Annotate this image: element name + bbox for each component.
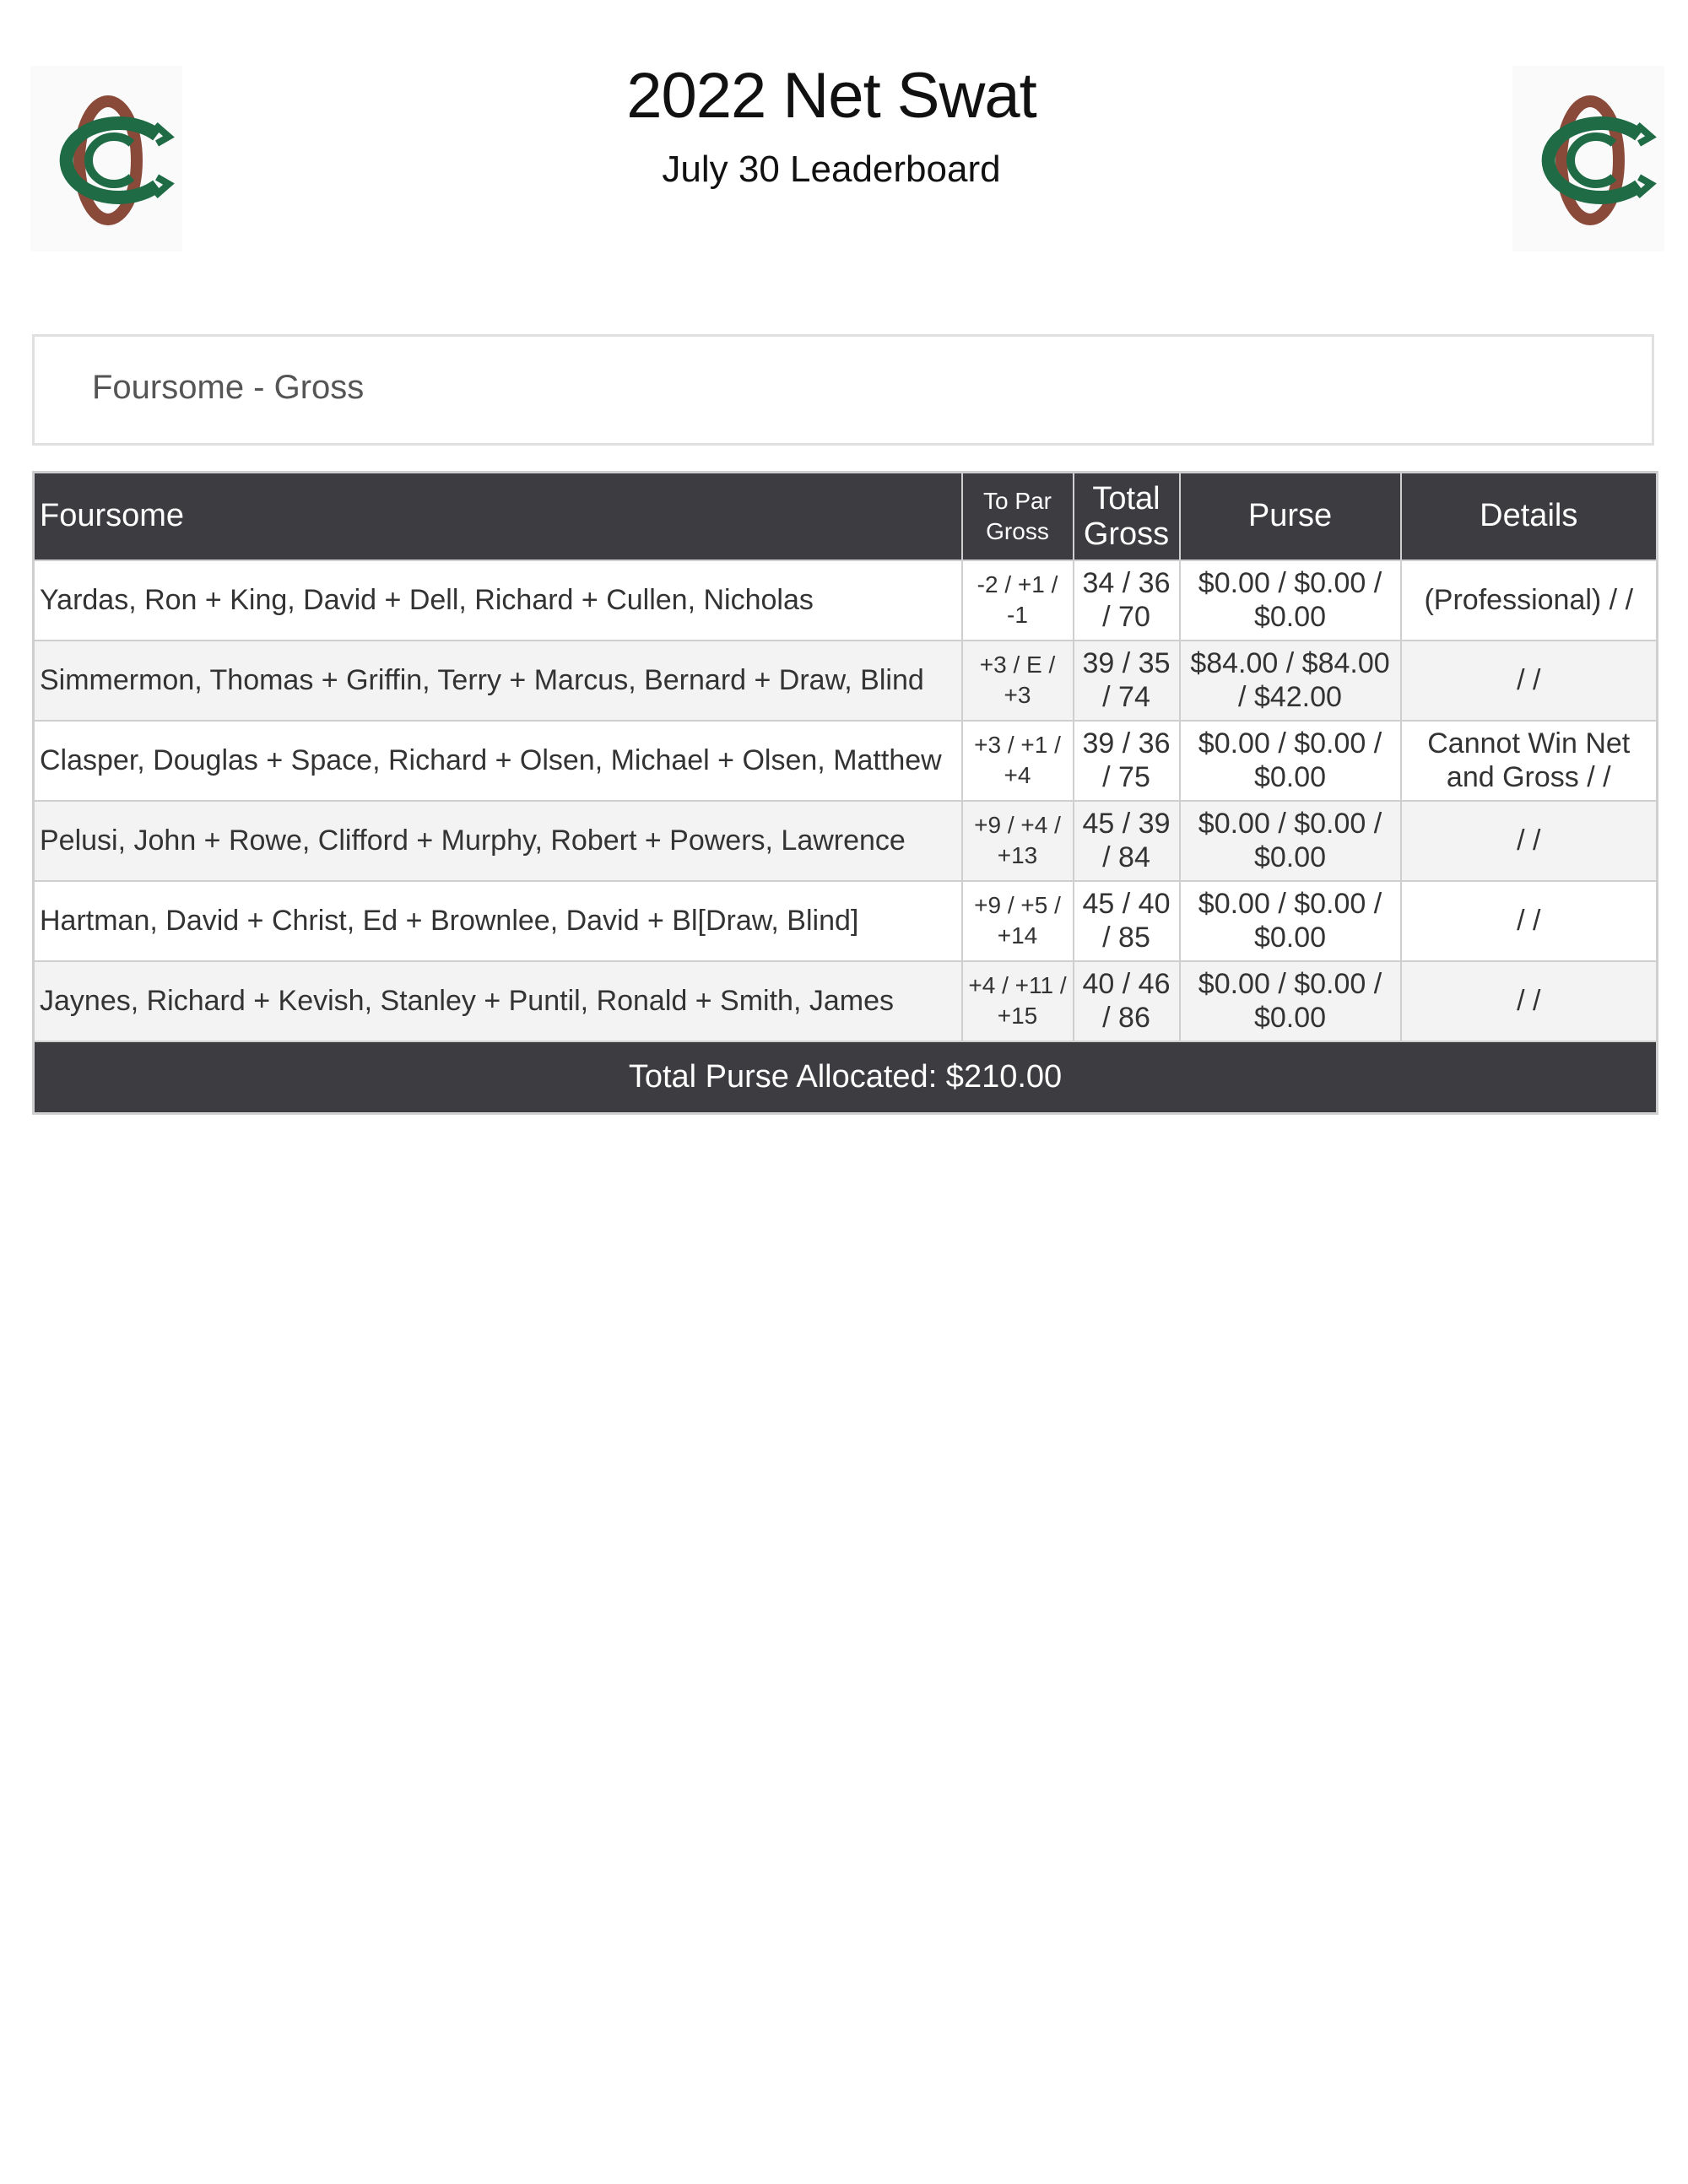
total-gross-cell: 39 / 36 / 75 — [1074, 721, 1180, 801]
column-header-foursome: Foursome — [34, 473, 962, 560]
details-cell: / / — [1401, 801, 1658, 881]
table-row — [34, 801, 1658, 881]
column-header-to-par-line2: Gross — [986, 517, 1049, 544]
foursome-cell: Pelusi, John + Rowe, Clifford + Murphy, Robert + Powers, Lawrence — [34, 801, 962, 881]
purse-cell: $0.00 / $0.00 / $0.00 — [1180, 721, 1401, 801]
table-row — [34, 961, 1658, 1041]
column-header-total-line1: Total — [1092, 480, 1160, 516]
details-cell: / / — [1401, 641, 1658, 721]
purse-cell: $0.00 / $0.00 / $0.00 — [1180, 801, 1401, 881]
purse-cell: $0.00 / $0.00 / $0.00 — [1180, 881, 1401, 961]
to-par-cell: +4 / +11 / +15 — [962, 961, 1074, 1041]
table-footer-row — [34, 1041, 1658, 1114]
total-gross-cell: 34 / 36 / 70 — [1074, 560, 1180, 641]
to-par-cell: +9 / +4 / +13 — [962, 801, 1074, 881]
foursome-cell: Hartman, David + Christ, Ed + Brownlee, David + Bl[Draw, Blind] — [34, 881, 962, 961]
to-par-cell: -2 / +1 / -1 — [962, 560, 1074, 641]
to-par-cell: +9 / +5 / +14 — [962, 881, 1074, 961]
column-header-total-gross — [1074, 473, 1180, 560]
table-row — [34, 641, 1658, 721]
column-header-total-line2: Gross — [1083, 516, 1170, 552]
table-row — [34, 881, 1658, 961]
foursome-cell: Simmermon, Thomas + Griffin, Terry + Marcus, Bernard + Draw, Blind — [34, 641, 962, 721]
foursome-cell: Yardas, Ron + King, David + Dell, Richard + Cullen, Nicholas — [34, 560, 962, 641]
foursome-cell: Clasper, Douglas + Space, Richard + Olsen, Michael + Olsen, Matthew — [34, 721, 962, 801]
section-title: Foursome - Gross — [92, 369, 365, 406]
purse-cell: $84.00 / $84.00 / $42.00 — [1180, 641, 1401, 721]
details-cell: / / — [1401, 961, 1658, 1041]
details-cell: (Professional) / / — [1401, 560, 1658, 641]
column-header-details: Details — [1401, 473, 1658, 560]
total-gross-cell: 40 / 46 / 86 — [1074, 961, 1180, 1041]
column-header-to-par-gross — [962, 473, 1074, 560]
column-header-purse: Purse — [1180, 473, 1401, 560]
to-par-cell: +3 / +1 / +4 — [962, 721, 1074, 801]
leaderboard-table — [32, 471, 1658, 1115]
to-par-cell: +3 / E / +3 — [962, 641, 1074, 721]
details-cell: / / — [1401, 881, 1658, 961]
section-header — [32, 334, 1654, 446]
foursome-cell: Jaynes, Richard + Kevish, Stanley + Puntil, Ronald + Smith, James — [34, 961, 962, 1041]
total-gross-cell: 45 / 40 / 85 — [1074, 881, 1180, 961]
table-row — [34, 721, 1658, 801]
purse-cell: $0.00 / $0.00 / $0.00 — [1180, 560, 1401, 641]
table-row — [34, 560, 1658, 641]
column-header-to-par-line1: To Par — [983, 487, 1052, 514]
table-header-row — [34, 473, 1658, 560]
total-gross-cell: 45 / 39 / 84 — [1074, 801, 1180, 881]
details-cell: Cannot Win Net and Gross / / — [1401, 721, 1658, 801]
total-gross-cell: 39 / 35 / 74 — [1074, 641, 1180, 721]
purse-cell: $0.00 / $0.00 / $0.00 — [1180, 961, 1401, 1041]
page-subtitle: July 30 Leaderboard — [662, 149, 1001, 190]
total-purse-allocated: Total Purse Allocated: $210.00 — [34, 1041, 1658, 1114]
page-title: 2022 Net Swat — [626, 60, 1036, 132]
